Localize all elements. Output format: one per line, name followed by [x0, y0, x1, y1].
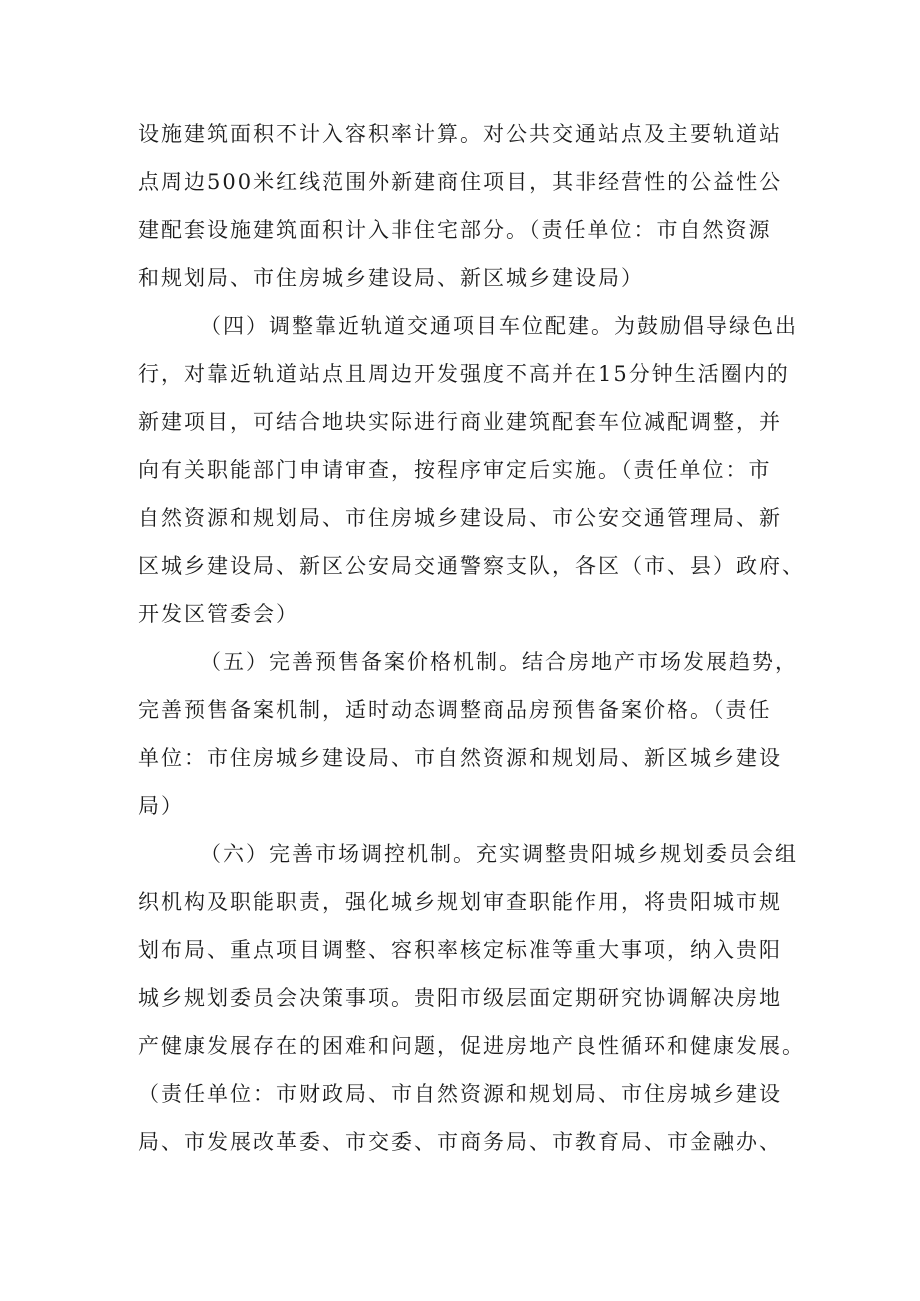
text-line: （六）完善市场调控机制。充实调整贵阳城乡规划委员会组 [200, 842, 798, 866]
paragraph-5 [138, 638, 798, 830]
text-line: （责任单位：市财政局、市自然资源和规划局、市住房城乡建设 [138, 1082, 782, 1106]
text-line: 设施建筑面积不计入容积率计算。对公共交通站点及主要轨道站 [138, 122, 782, 146]
text-line: 和规划局、市住房城乡建设局、新区城乡建设局） [138, 266, 644, 290]
text-line: 行，对靠近轨道站点且周边开发强度不高并在15分钟生活圈内的 [138, 362, 790, 386]
document-body [138, 110, 805, 1166]
text-line: （四）调整靠近轨道交通项目车位配建。为鼓励倡导绿色出 [200, 314, 798, 338]
paragraph-continued [138, 110, 798, 302]
text-line: 点周边500米红线范围外新建商住项目，其非经营性的公益性公 [138, 170, 783, 194]
paragraph-6 [138, 830, 805, 1166]
text-line: 局） [138, 794, 184, 818]
text-line: 局、市发展改革委、市交委、市商务局、市教育局、市金融办、 [138, 1130, 782, 1154]
text-line: 城乡规划委员会决策事项。贵阳市级层面定期研究协调解决房地 [138, 986, 782, 1010]
text-line: 区城乡建设局、新区公安局交通警察支队，各区（市、县）政府、 [138, 554, 805, 578]
text-line: 产健康发展存在的困难和问题，促进房地产良性循环和健康发展。 [138, 1034, 805, 1058]
text-line: 向有关职能部门申请审查，按程序审定后实施。（责任单位：市 [138, 458, 772, 482]
text-line: 开发区管委会） [138, 602, 299, 626]
paragraph-4 [138, 302, 805, 638]
text-line: 建配套设施建筑面积计入非住宅部分。（责任单位：市自然资源 [138, 218, 772, 242]
text-line: 新建项目，可结合地块实际进行商业建筑配套车位减配调整，并 [138, 410, 782, 434]
text-line: 完善预售备案机制，适时动态调整商品房预售备案价格。（责任 [138, 698, 772, 722]
text-line: 划布局、重点项目调整、容积率核定标准等重大事项，纳入贵阳 [138, 938, 782, 962]
text-line: 单位：市住房城乡建设局、市自然资源和规划局、新区城乡建设 [138, 746, 782, 770]
text-line: 织机构及职能职责，强化城乡规划审查职能作用，将贵阳城市规 [138, 890, 782, 914]
text-line: 自然资源和规划局、市住房城乡建设局、市公安交通管理局、新 [138, 506, 782, 530]
text-line: （五）完善预售备案价格机制。结合房地产市场发展趋势， [200, 650, 798, 674]
